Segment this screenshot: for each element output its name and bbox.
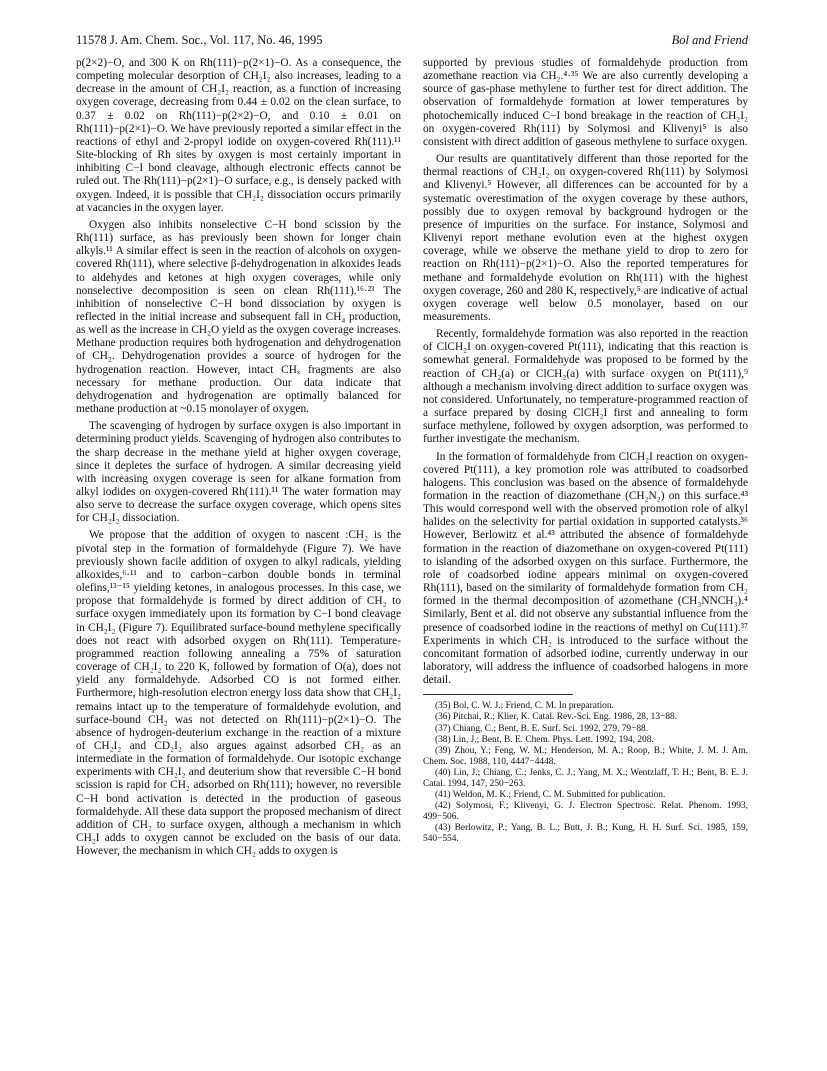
reference-item: (37) Chiang, C.; Bent, B. E. Surf. Sci. 1992, 279, 79−88. [435, 723, 649, 734]
running-authors: Bol and Friend [671, 33, 748, 47]
paragraph: Oxygen also inhibits nonselective C−H bond scission by the Rh(111) surface, as has previously been shown for longer chain alkyls.¹¹ A similar effect is seen in the reaction of alcohols on oxygen-covered Rh(111), where selective β-dehydrogenation in alkoxides leads to aldehydes and ketones at high oxygen coverages, while only nonselective decomposition is seen on clean Rh(111).¹⁶·²³ The inhibition of nonselective C−H bond dissociation by oxygen is reflected in the initial increase and subsequent fall in CH₄ production, as well as the increase in CH₂O yield as the oxygen coverage increases. Methane production requires both hydrogenation and dehydrogenation of CH₂. Dehydrogenation provides a source of hydrogen for the hydrogenation reaction. However, intact CHₓ fragments are also necessary for methane production. Our data indicate that dehydrogenation and hydrogenation are optimally balanced for methane production at ~0.15 monolayer of oxygen. [76, 218, 401, 416]
paragraph: In the formation of formaldehyde from ClCH₂I reaction on oxygen-covered Pt(111), a key promotion role was attributed to coadsorbed halogens. This conclusion was based on the absence of formaldehyde formation in the reaction of diazomethane (CH₂N₂) on this surface.⁴³ This would correspond well with the observed promotion role of alkyl halides on the selectivity for partial oxidation in supported catalysts.³⁶ However, Berlowitz et al.⁴³ attributed the absence of formaldehyde formation in the reaction of diazomethane on oxygen-covered Pt(111) to islanding of the adsorbed oxygen on this surface. Furthermore, the role of coadsorbed iodine appears minimal on oxygen-covered Rh(111), based on the similarity of formaldehyde formation from CH₂ formed in the thermal decomposition of azomethane (CH₃NNCH₃).⁴ Similarly, Bent et al. did not observe any substantial influence from the presence of coadsorbed iodine in the reactions of methyl on Cu(111).³⁷ Experiments in which CH₂ is introduced to the surface without the concomitant formation of adsorbed iodine, currently underway in our laboratory, will address the influence of coadsorbed halogens in more detail. [423, 450, 748, 687]
left-column [76, 57, 401, 862]
reference-item: (38) Lin, J.; Bent, B. E. Chem. Phys. Lett. 1992, 194, 208. [435, 734, 654, 745]
reference-item: (41) Weldon, M. K.; Friend, C. M. Submitted for publication. [435, 790, 666, 801]
paragraph: p(2×2)−O, and 300 K on Rh(111)−p(2×1)−O. As a consequence, the competing molecular desorption of CH₂I₂ also increases, leading to a decrease in the amount of CH₂I₂ reaction, as a function of increasing oxygen coverage, decreasing from 0.44 ± 0.02 on the clean surface, to 0.37 ± 0.02 on Rh(111)−p(2×2)−O, and 0.10 ± 0.01 on Rh(111)−p(2×1)−O. We have previously reported a similar effect in the reactions of ethyl and 2-propyl iodide on oxygen-covered Rh(111).¹¹ Site-blocking of Rh sites by oxygen is most certainly important in inhibiting C−I bond cleavage, although electronic effects cannot be ruled out. The Rh(111)−p(2×1)−O surface, e.g., is densely packed with oxygen. Indeed, it is possible that CH₂I₂ dissociation occurs primarily at vacancies in the oxygen layer. [76, 57, 401, 214]
paragraph: Recently, formaldehyde formation was also reported in the reaction of ClCH₂I on oxygen-covered Pt(111), indicating that this reaction is somewhat general. Formaldehyde was proposed to be formed by the reaction of CH₂(a) or ClCH₂(a) with surface oxygen on Pt(111),⁹ although a mechanism involving direct addition to surface oxygen was not considered. Unfortunately, no temperature-programmed reaction of a surface prepared by dosing ClCH₂I first and annealing to form surface methylene, followed by oxygen adsorption, was performed to further investigate the mechanism. [423, 328, 748, 446]
reference-list [423, 695, 748, 845]
paragraph: We propose that the addition of oxygen to nascent :CH₂ is the pivotal step in the formation of formaldehyde (Figure 7). We have previously shown facile addition of oxygen to alkyl radicals, yielding alkoxides,⁶·¹¹ and to carbon−carbon double bonds in terminal olefins,¹³⁻¹⁵ yielding ketones, in analogous processes. In this case, we propose that formaldehyde is formed by direct addition of CH₂ to surface oxygen immediately upon its formation by C−I bond cleavage in CH₂I₂ (Figure 7). Equilibrated surface-bound methylene specifically does not react with adsorbed oxygen on Rh(111). Temperature-programmed reaction following annealing a 75% of saturation coverage of CH₂I₂ to 220 K, followed by formation of O(a), does not yield any formaldehyde. Adsorbed CO is not formed either. Furthermore, high-resolution electron energy loss data show that CH₂I₂ remains intact up to the temperature of formaldehyde evolution, and surface-bound CH₂ was not detected on Rh(111)−p(2×1)−O. The absence of hydrogen-deuterium exchange in the reaction of a mixture of CH₂I₂ and CD₂I₂ also argues against adsorbed CH₂ as an intermediate in the formation of formaldehyde. Our isotopic exchange experiments with CH₂I₂ and deuterium show that reversible C−H bond scission is rapid for CH₂ adsorbed on Rh(111); however, no reversible C−H bond activation is detected in the production of gaseous formaldehyde. All these data support the proposed mechanism of direct addition of CH₂ to surface oxygen, although a mechanism in which CH₂I adds to oxygen cannot be excluded on the basis of our data. However, the mechanism in which CH₂ adds to oxygen is [76, 529, 401, 858]
reference-item: (35) Bol, C. W. J.; Friend, C. M. In preparation. [435, 701, 614, 712]
reference-item: (42) Solymosi, F.; Klivenyi, G. J. Electron Spectrosc. Relat. Phenom. 1993, 499−506. [423, 801, 748, 823]
reference-item: (40) Lin, J.; Chiang, C.; Jenks, C. J.; Yang, M. X.; Wentzlaff, T. H.; Bent, B. E. J. Catal. 1994, 147, 250−263. [423, 767, 748, 789]
reference-item: (36) Pitchai, R.; Klier, K. Catal. Rev.-Sci. Eng. 1986, 28, 13−88. [435, 712, 678, 723]
paragraph: The scavenging of hydrogen by surface oxygen is also important in determining product yields. Scavenging of hydrogen also contributes to the sharp decrease in the methane yield at higher oxygen coverage, since it depletes the surface of hydrogen. A similar decreasing yield with increasing oxygen coverage is seen for alkane formation from alkyl iodides on oxygen-covered Rh(111).¹¹ The water formation may also serve to decrease the surface oxygen coverage, which opens sites for CH₂I₂ dissociation. [76, 420, 401, 525]
paragraph: Our results are quantitatively different than those reported for the thermal reactions of CH₂I₂ on oxygen-covered Rh(111) by Solymosi and Klivenyi.⁵ However, all differences can be accounted for by a systematic overestimation of the oxygen coverage by these authors, possibly due to oxygen removal by background hydrogen or the presence of impurities on the surface. For instance, Solymosi and Klivenyi report methane evolution even at the highest oxygen coverage, while we observe the methane yield to drop to zero for reaction on Rh(111)−p(2×1)−O. Also the reported temperatures for methane and formaldehyde evolution on Rh(111) with the highest oxygen coverage, 260 and 280 K, respectively,⁵ are indicative of actual oxygen coverage well below 0.5 monolayer, based on our measurements. [423, 153, 748, 323]
journal-citation: 11578 J. Am. Chem. Soc., Vol. 117, No. 46, 1995 [76, 33, 323, 47]
paragraph: supported by previous studies of formaldehyde production from azomethane reaction via CH₂.⁴·³⁵ We are also currently developing a source of gas-phase methylene to further test for direct addition. The observation of formaldehyde formation at lower temperatures by photochemically induced C−I bond breakage in the reaction of CH₂I₂ on oxygen-covered Rh(111) by Solymosi and Klivenyi⁵ is also consistent with direct addition of gaseous methylene to surface oxygen. [423, 57, 748, 148]
reference-item: (39) Zhou, Y.; Feng, W. M.; Henderson, M. A.; Roop, B.; White, J. M. J. Am. Chem. Soc. 1988, 110, 4447−4448. [423, 745, 748, 767]
reference-item: (43) Berlowitz, P.; Yang, B. L.; Butt, J. B.; Kung, H. H. Surf. Sci. 1985, 159, 540−554. [423, 823, 748, 845]
page-header [76, 33, 748, 47]
right-column [423, 57, 748, 846]
